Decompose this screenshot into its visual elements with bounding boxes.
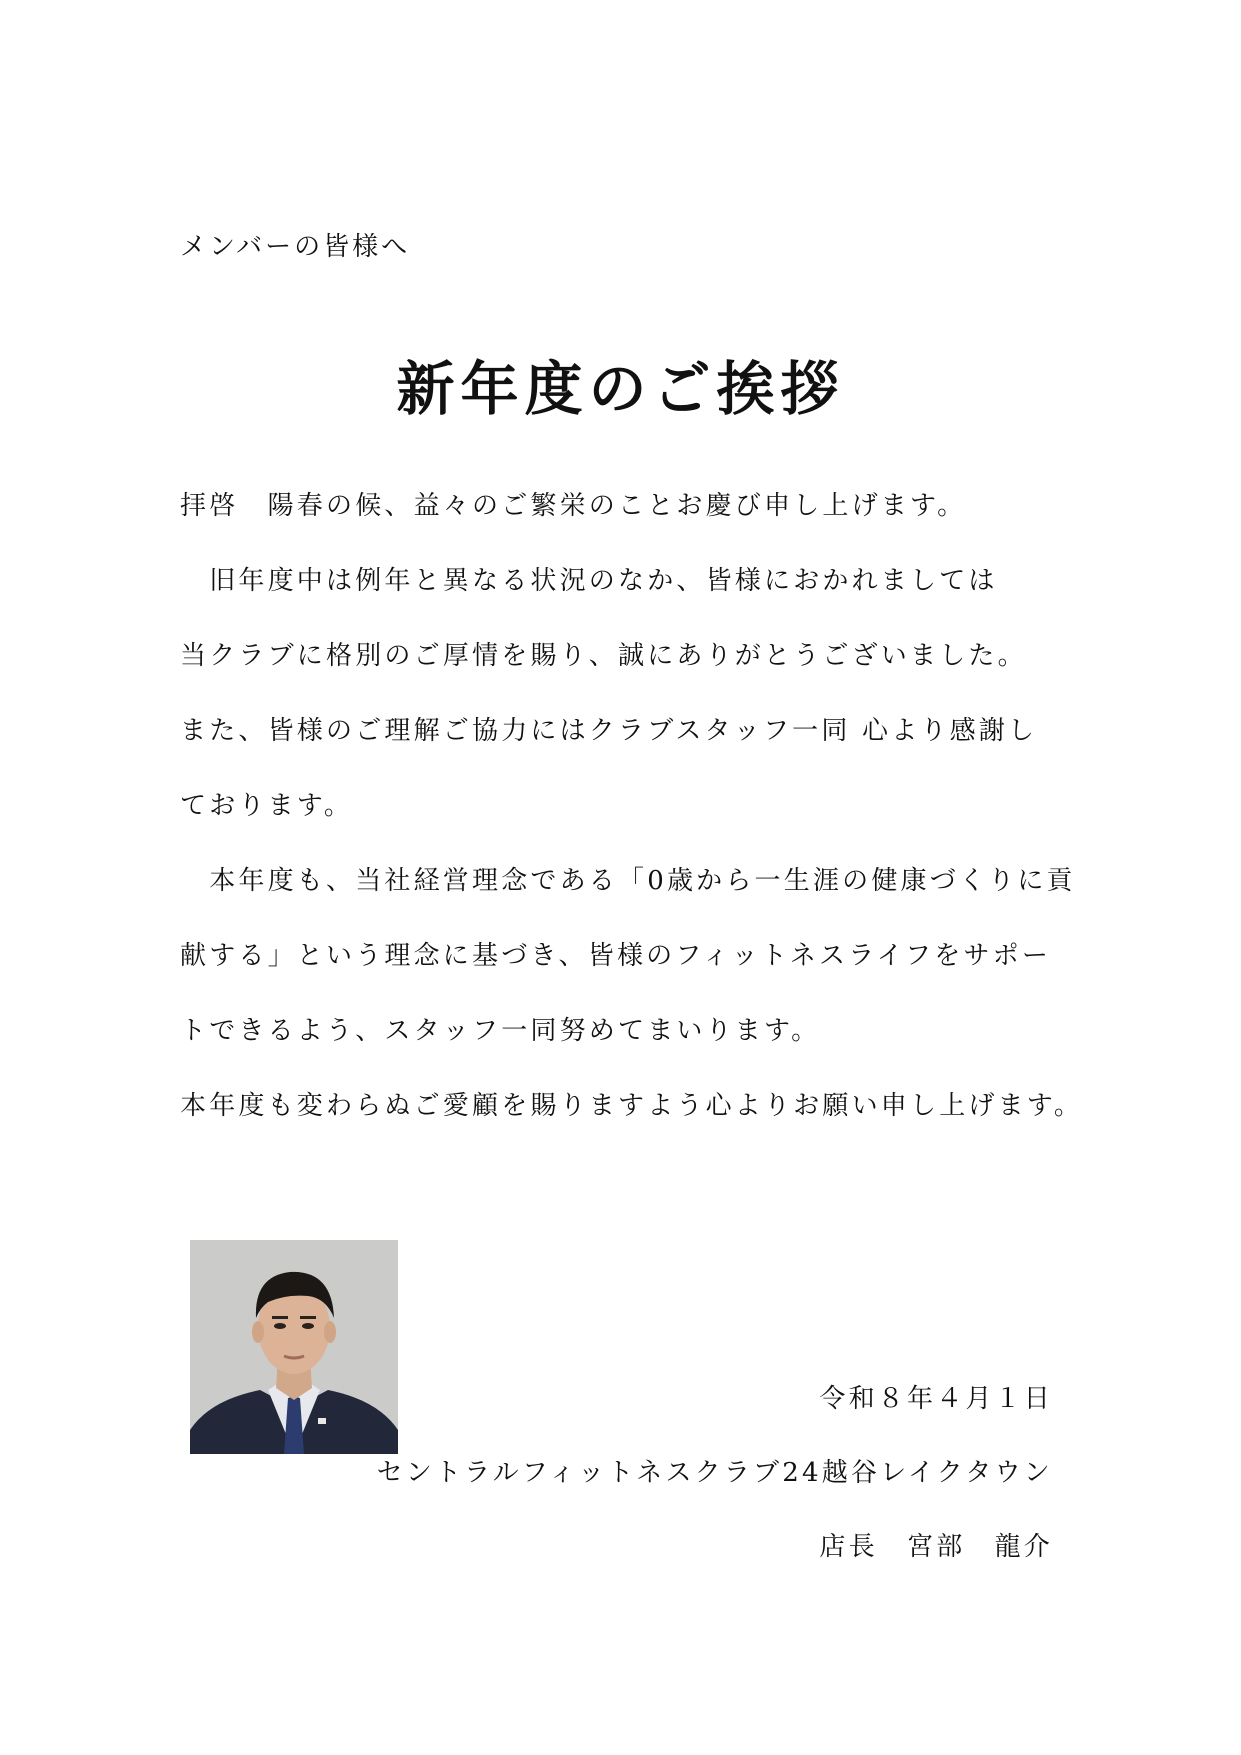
- signatory-name: 店長 宮部 龍介: [819, 1532, 1053, 1562]
- page-title: 新年度のご挨拶: [396, 355, 845, 423]
- body-line: 本年度も、当社経営理念である「0歳から一生涯の健康づくりに貢: [180, 866, 1076, 896]
- body-line: 献する」という理念に基づき、皆様のフィットネスライフをサポー: [180, 941, 1052, 971]
- body-line: 本年度も変わらぬご愛顧を賜りますよう心よりお願い申し上げます。: [180, 1091, 1084, 1121]
- letter-date: 令和８年４月１日: [819, 1384, 1053, 1414]
- organization-name: セントラルフィットネスクラブ24越谷レイクタウン: [376, 1458, 1053, 1488]
- body-line: ております。: [180, 791, 354, 821]
- body-line: 旧年度中は例年と異なる状況のなか、皆様におかれましては: [180, 566, 998, 596]
- body-line: トできるよう、スタッフ一同努めてまいります。: [180, 1016, 821, 1046]
- body-line: また、皆様のご理解ご協力にはクラブスタッフ一同 心より感謝し: [180, 716, 1038, 746]
- manager-portrait-photo: [190, 1240, 398, 1454]
- body-line: 拝啓 陽春の候、益々のご繁栄のことお慶び申し上げます。: [180, 491, 967, 521]
- salutation: メンバーの皆様へ: [180, 232, 411, 262]
- body-line: 当クラブに格別のご厚情を賜り、誠にありがとうございました。: [180, 641, 1027, 671]
